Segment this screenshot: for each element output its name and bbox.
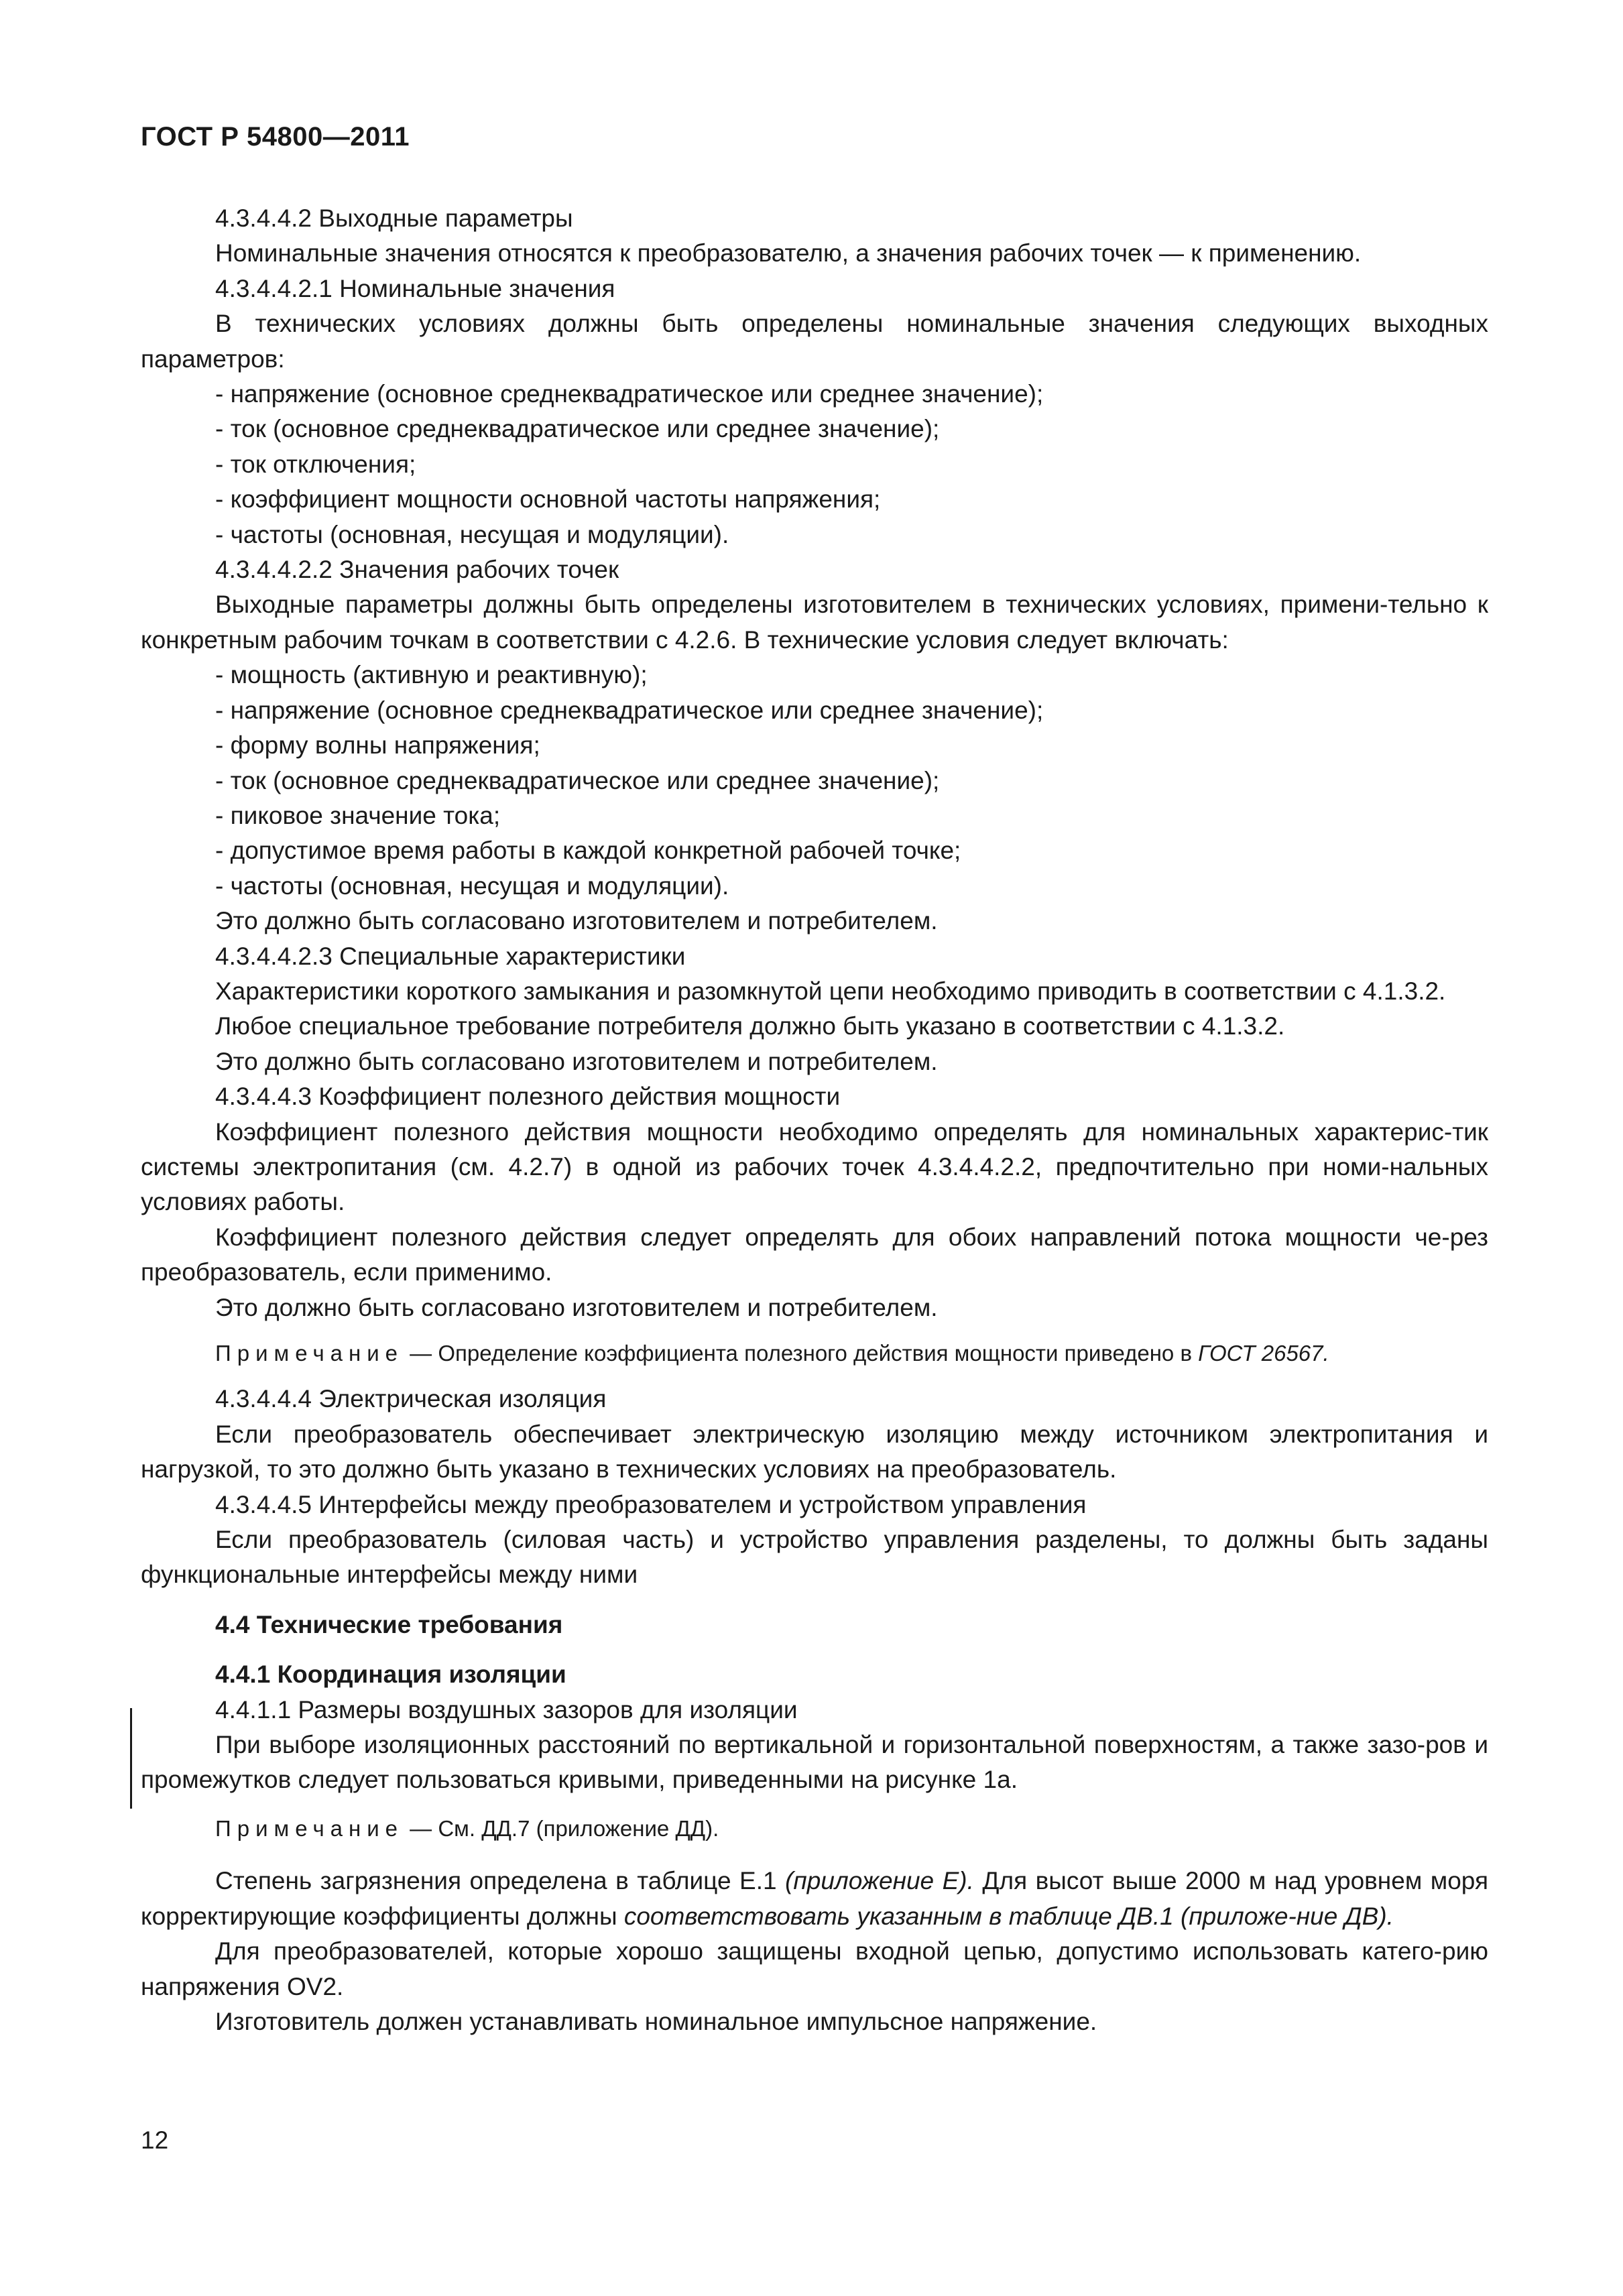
note-reference: ГОСТ 26567. <box>1198 1341 1329 1366</box>
paragraph: Для преобразователей, которые хорошо защищены входной цепью, допустимо использовать катего-рию напряжения OV2. <box>141 1937 1488 2000</box>
paragraph: Любое специальное требование потребителя должно быть указано в соответствии с 4.1.3.2. <box>215 1012 1285 1040</box>
paragraph: Выходные параметры должны быть определены изготовителем в технических условиях, примени-тельно к конкретным рабочим точкам в соответствии с 4.2.6. В технические условия следует включать: <box>141 591 1488 654</box>
text-run: Степень загрязнения определена в таблице Е.1 <box>215 1867 786 1895</box>
operating-points-list <box>141 658 1488 904</box>
note-label: Примечание <box>215 1341 404 1366</box>
section-title-4-4-1-1: 4.4.1.1 Размеры воздушных зазоров для изоляции <box>215 1695 798 1724</box>
section-title-4-3-4-4-2-2: 4.3.4.4.2.2 Значения рабочих точек <box>215 556 619 584</box>
section-title-4-3-4-4-2: 4.3.4.4.2 Выходные параметры <box>215 204 573 232</box>
table-reference: соответствовать указанным в таблице ДВ.1 (приложе-ние ДВ). <box>623 1902 1394 1930</box>
document-body <box>141 201 1488 2039</box>
document-header: ГОСТ Р 54800—2011 <box>141 122 410 152</box>
list-item: - частоты (основная, несущая и модуляции). <box>215 871 729 900</box>
paragraph: Это должно быть согласовано изготовителем и потребителем. <box>215 907 938 935</box>
list-item: - ток (основное среднеквадратическое или среднее значение); <box>215 766 940 794</box>
paragraph: Это должно быть согласовано изготовителем и потребителем. <box>215 1293 938 1321</box>
list-item: - ток (основное среднеквадратическое или среднее значение); <box>215 415 940 443</box>
page-number: 12 <box>141 2126 169 2154</box>
paragraph: Если преобразователь обеспечивает электрическую изоляцию между источником электропитания и нагрузкой, то это должно быть указано в технических условиях на преобразователь. <box>141 1420 1488 1484</box>
section-title-4-3-4-4-4: 4.3.4.4.4 Электрическая изоляция <box>215 1385 607 1413</box>
paragraph: Изготовитель должен устанавливать номинальное импульсное напряжение. <box>215 2007 1097 2035</box>
output-parameters-list <box>141 377 1488 552</box>
appendix-reference: (приложение Е). <box>785 1867 974 1895</box>
list-item: - пиковое значение тока; <box>215 801 501 829</box>
paragraph: Коэффициент полезного действия мощности необходимо определять для номинальных характерис-тик системы электропитания (см. 4.2.7) в одной из рабочих точек 4.3.4.4.2.2, предпочтительно при номи-нальных условиях работы. <box>141 1117 1488 1216</box>
note-text: — См. ДД.7 (приложение ДД). <box>404 1815 719 1841</box>
section-title-4-3-4-4-5: 4.3.4.4.5 Интерфейсы между преобразователем и устройством управления <box>215 1490 1087 1518</box>
section-heading-4-4-1: 4.4.1 Координация изоляции <box>215 1660 566 1689</box>
note-text: — Определение коэффициента полезного действия мощности приведено в <box>404 1341 1199 1366</box>
note <box>141 1336 1488 1371</box>
text-run: Для высот выше 2000 м над уровнем моря корректирующие коэффициенты должны <box>141 1867 1488 1930</box>
note-label: Примечание <box>215 1815 404 1841</box>
paragraph: При выборе изоляционных расстояний по вертикальной и горизонтальной поверхностям, а также зазо-ров и промежутков следует пользоваться кривыми, приведенными на рисунке 1а. <box>141 1731 1488 1794</box>
note <box>141 1811 1488 1846</box>
paragraph: Коэффициент полезного действия следует определять для обоих направлений потока мощности че-рез преобразователь, если применимо. <box>141 1223 1488 1286</box>
section-title-4-3-4-4-2-3: 4.3.4.4.2.3 Специальные характеристики <box>215 942 686 970</box>
paragraph <box>141 1864 1488 1934</box>
list-item: - частоты (основная, несущая и модуляции). <box>215 520 729 548</box>
change-bar <box>130 1708 132 1809</box>
paragraph: Характеристики короткого замыкания и разомкнутой цепи необходимо приводить в соответствии с 4.1.3.2. <box>215 977 1446 1005</box>
section-heading-4-4: 4.4 Технические требования <box>215 1610 563 1638</box>
paragraph: В технических условиях должны быть определены номинальные значения следующих выходных параметров: <box>141 310 1488 373</box>
list-item: - коэффициент мощности основной частоты напряжения; <box>215 485 881 513</box>
list-item: - форму волны напряжения; <box>215 731 540 760</box>
paragraph: Номинальные значения относятся к преобразователю, а значения рабочих точек — к применению. <box>215 239 1362 267</box>
section-title-4-3-4-4-2-1: 4.3.4.4.2.1 Номинальные значения <box>215 274 615 302</box>
list-item: - напряжение (основное среднеквадратическое или среднее значение); <box>215 380 1044 408</box>
list-item: - напряжение (основное среднеквадратическое или среднее значение); <box>215 696 1044 724</box>
paragraph: Это должно быть согласовано изготовителем и потребителем. <box>215 1047 938 1075</box>
paragraph: Если преобразователь (силовая часть) и устройство управления разделены, то должны быть заданы функциональные интерфейсы между ними <box>141 1526 1488 1589</box>
list-item: - допустимое время работы в каждой конкретной рабочей точке; <box>215 837 961 865</box>
section-title-4-3-4-4-3: 4.3.4.4.3 Коэффициент полезного действия мощности <box>215 1083 841 1111</box>
list-item: - мощность (активную и реактивную); <box>215 661 648 689</box>
list-item: - ток отключения; <box>215 450 416 478</box>
